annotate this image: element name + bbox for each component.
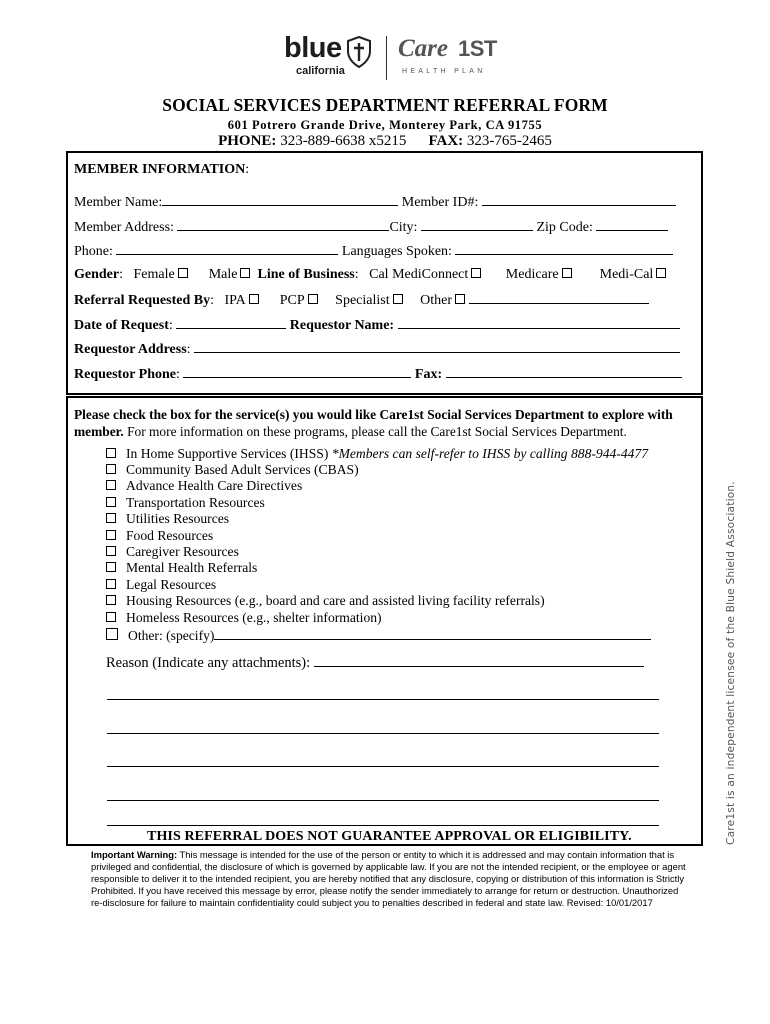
- ihss-label: In Home Supportive Services (IHSS): [126, 446, 329, 461]
- service-checkbox[interactable]: [106, 546, 116, 556]
- services-instructions: [74, 406, 700, 440]
- languages-field[interactable]: [455, 243, 673, 255]
- requestor-address-row: Requestor Address:: [74, 341, 680, 358]
- languages-label: Languages Spoken:: [341, 244, 452, 259]
- ipa-label: IPA: [224, 293, 246, 308]
- date-of-request-label: Date of Request: [74, 318, 169, 333]
- requestor-name-field[interactable]: [398, 317, 680, 329]
- service-item: [106, 478, 302, 494]
- requestor-phone-row: Requestor Phone: Fax:: [74, 366, 682, 383]
- other-requester-label: Other: [420, 293, 452, 308]
- gender-label: Gender: [74, 267, 120, 282]
- service-item: [106, 511, 229, 527]
- cal-mediconnect-label: Cal MediConnect: [369, 267, 469, 282]
- service-label: Mental Health Referrals: [126, 560, 258, 576]
- date-requestor-row: Date of Request: Requestor Name:: [74, 317, 680, 334]
- service-checkbox[interactable]: [106, 480, 116, 490]
- service-checkbox[interactable]: [106, 579, 116, 589]
- service-item-ihss: [106, 446, 648, 462]
- city-label: City:: [389, 220, 418, 235]
- blue-california-logo-text: blue: [284, 32, 342, 64]
- specialist-checkbox[interactable]: [393, 294, 403, 304]
- approval-disclaimer: THIS REFERRAL DOES NOT GUARANTEE APPROVAL OR ELIGIBILITY.: [147, 829, 632, 844]
- health-plan-logo-text: HEALTH PLAN: [402, 68, 486, 75]
- reason-line-3[interactable]: [107, 766, 659, 767]
- service-item: [106, 577, 216, 593]
- cal-mediconnect-checkbox[interactable]: [471, 268, 481, 278]
- male-checkbox[interactable]: [240, 268, 250, 278]
- fax-value: 323-765-2465: [466, 133, 552, 149]
- contact-line: [0, 133, 770, 150]
- service-checkbox[interactable]: [106, 530, 116, 540]
- other-requester-field[interactable]: [469, 292, 649, 304]
- service-checkbox[interactable]: [106, 612, 116, 622]
- reason-line-2[interactable]: [107, 733, 659, 734]
- service-checkbox[interactable]: [106, 513, 116, 523]
- service-label: Advance Health Care Directives: [126, 478, 303, 494]
- service-label: Transportation Resources: [126, 494, 265, 510]
- member-name-label: Member Name:: [74, 195, 163, 210]
- warning-text: This message is intended for the use of the person or entity to which it is addressed and may contain information that is privileged and confidential, the disclosure of which is governed by applicable law. If you are not the intended recipient, or the employee or agent responsible to deliver it to the intended recipient, you are hereby notified that any disclosure, copying or distribution of this information is Strictly Prohibited. If you have received this message by error, please notify the sender immediately to arrange for return or destruction. Unauthorized re-disclosure for failure to maintain confidentiality could subject you to penalties described in federal and state law. Revised: 10/01/2017: [91, 849, 686, 908]
- instructions-rest: For more information on these programs, please call the Care1st Social Services Department.: [123, 424, 627, 439]
- service-item-other: [106, 628, 651, 644]
- zip-code-label: Zip Code:: [536, 220, 593, 235]
- requestor-name-label: Requestor Name:: [289, 318, 395, 333]
- service-checkbox[interactable]: [106, 497, 116, 507]
- phone-label: PHONE:: [218, 133, 277, 149]
- other-specify-field[interactable]: [214, 628, 651, 640]
- member-info-heading-row: MEMBER INFORMATION:: [74, 162, 250, 177]
- reason-line-4[interactable]: [107, 800, 659, 801]
- fax-label: FAX:: [428, 133, 464, 149]
- medi-cal-checkbox[interactable]: [656, 268, 666, 278]
- zip-code-field[interactable]: [596, 219, 668, 231]
- reason-field[interactable]: [314, 655, 644, 667]
- reason-line-5[interactable]: [107, 825, 659, 826]
- member-name-field[interactable]: [162, 194, 398, 206]
- pcp-checkbox[interactable]: [308, 294, 318, 304]
- pcp-label: PCP: [279, 293, 305, 308]
- licensee-note: Care1st is an independent licensee of the Blue Shield Association.: [725, 481, 737, 845]
- reason-row: [106, 655, 644, 671]
- requestor-address-field[interactable]: [194, 341, 680, 353]
- ihss-note: *Members can self-refer to IHSS by calling 888-944-4477: [328, 446, 649, 461]
- requestor-fax-label: Fax:: [414, 367, 443, 382]
- member-id-field[interactable]: [482, 194, 676, 206]
- blue-shield-icon: [346, 36, 372, 68]
- ihss-checkbox[interactable]: [106, 448, 116, 458]
- service-label: Community Based Adult Services (CBAS): [126, 462, 359, 477]
- gender-lob-row: Gender: Female Male Line of Business: Cal MediConnect Medicare Medi-Cal: [74, 267, 666, 283]
- instructions-bold: Please check the box for the service(s) you would like Care1st Social Services Department to explore with: [74, 407, 673, 422]
- service-label: Legal Resources: [126, 576, 217, 592]
- care1st-logo-number: 1ST: [458, 36, 497, 61]
- ipa-checkbox[interactable]: [249, 294, 259, 304]
- requestor-fax-field[interactable]: [446, 366, 682, 378]
- service-item: [106, 495, 265, 511]
- date-of-request-field[interactable]: [176, 317, 286, 329]
- service-label: Housing Resources (e.g., board and care and assisted living facility referrals): [126, 593, 545, 609]
- medicare-checkbox[interactable]: [562, 268, 572, 278]
- service-checkbox[interactable]: [106, 595, 116, 605]
- form-title: SOCIAL SERVICES DEPARTMENT REFERRAL FORM: [162, 95, 608, 115]
- other-service-checkbox[interactable]: [106, 628, 118, 640]
- service-item: [106, 593, 545, 609]
- member-id-label: Member ID#:: [401, 195, 479, 210]
- service-item: [106, 462, 359, 478]
- reason-line-1[interactable]: [107, 699, 659, 700]
- member-address-field[interactable]: [177, 219, 389, 231]
- referral-requested-row: Referral Requested By: IPA PCP Specialist Other: [74, 292, 649, 309]
- male-label: Male: [208, 267, 238, 282]
- service-item: [106, 560, 257, 576]
- requestor-phone-field[interactable]: [183, 366, 411, 378]
- care1st-logo-text: Care: [398, 35, 448, 62]
- medicare-label: Medicare: [505, 267, 559, 282]
- service-label: Food Resources: [126, 527, 214, 543]
- phone-field[interactable]: [116, 243, 338, 255]
- member-address-row: [74, 219, 668, 236]
- service-checkbox[interactable]: [106, 562, 116, 572]
- service-item: [106, 610, 382, 626]
- specialist-label: Specialist: [335, 293, 390, 308]
- service-label: Homeless Resources (e.g., shelter information): [126, 609, 382, 625]
- medi-cal-label: Medi-Cal: [599, 267, 654, 282]
- member-info-heading: MEMBER INFORMATION: [74, 162, 246, 177]
- california-logo-text: california: [296, 65, 345, 77]
- line-of-business-label: Line of Business: [257, 267, 355, 282]
- service-label: Caregiver Resources: [126, 544, 239, 559]
- department-address: 601 Potrero Grande Drive, Monterey Park, CA 91755: [227, 118, 543, 132]
- requestor-phone-label: Requestor Phone: [74, 367, 177, 382]
- member-address-label: Member Address:: [74, 220, 174, 235]
- instructions-bold-2: member.: [74, 424, 124, 439]
- service-checkbox[interactable]: [106, 464, 116, 474]
- service-item: [106, 528, 213, 544]
- important-warning: [91, 849, 691, 909]
- reason-label: Reason (Indicate any attachments):: [106, 655, 311, 671]
- service-label: Utilities Resources: [126, 511, 230, 527]
- female-label: Female: [133, 267, 175, 282]
- other-specify-label: Other: (specify): [128, 628, 215, 643]
- warning-label: Important Warning:: [91, 849, 178, 860]
- referral-requested-by-label: Referral Requested By: [74, 293, 211, 308]
- member-name-row: [74, 194, 676, 211]
- city-field[interactable]: [421, 219, 533, 231]
- logo-divider: [386, 36, 387, 80]
- service-item: [106, 544, 239, 560]
- phone-languages-row: [74, 243, 673, 260]
- requestor-address-label: Requestor Address: [74, 342, 187, 357]
- female-checkbox[interactable]: [178, 268, 188, 278]
- phone-value: 323-889-6638 x5215: [280, 133, 407, 149]
- other-requester-checkbox[interactable]: [455, 294, 465, 304]
- phone-label-member: Phone:: [74, 244, 113, 259]
